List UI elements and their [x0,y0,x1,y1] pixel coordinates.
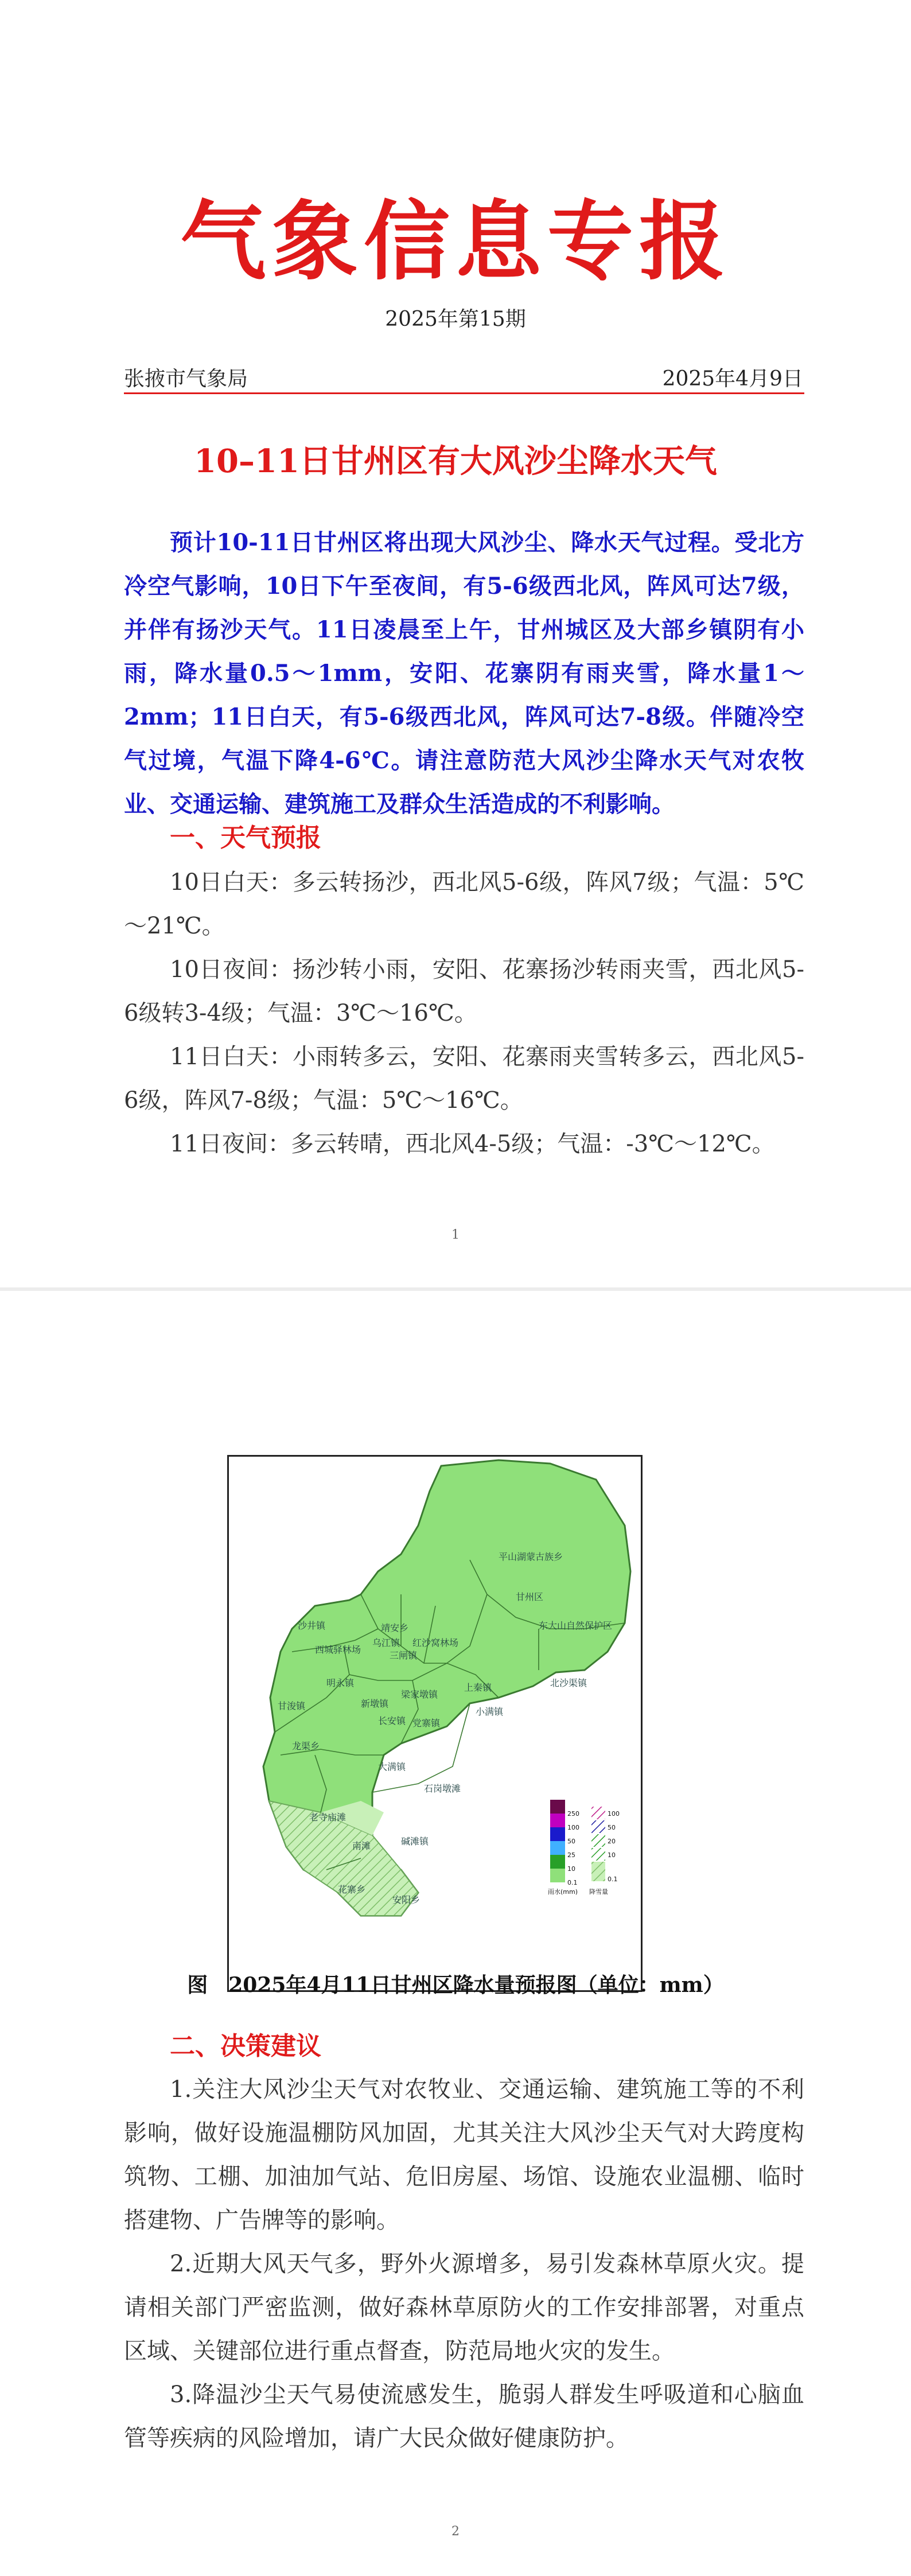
label-shajing: 沙井镇 [298,1620,326,1631]
legend-snow-value: 0.1 [608,1875,618,1883]
legend-rain-label: 雨水(mm) [548,1888,578,1896]
legend-snow-value: 20 [608,1838,616,1845]
label-laoshi: 老寺庙滩 [309,1812,347,1823]
label-pingshanhu: 平山湖蒙古族乡 [499,1551,563,1562]
page-number: 2 [451,2524,460,2539]
legend-rain-value: 50 [567,1838,575,1845]
label-jiaozhu: 碱滩镇 [401,1836,429,1847]
forecast-item: 11日夜间：多云转晴，西北风4-5级；气温：-3℃～12℃。 [170,1131,775,1157]
decision-item: 3.降温沙尘天气易使流感发生，脆弱人群发生呼吸道和心脑血管等疾病的风险增加，请广大民众做好健康防护。 [124,2382,804,2452]
intro-paragraph: 预计10-11日甘州区将出现大风沙尘、降水天气过程。受北方冷空气影响，10日下午至夜间，有5-6级西北风，阵风可达7级，并伴有扬沙天气。11日凌晨至上午，甘州城区及大部乡镇阴有小雨，降水量0.5～1mm，安阳、花寨阴有雨夹雪，降水量1～2mm；11日白天，有5-6级西北风，阵风可达7-8级。伴随冷空气过境，气温下降4-6℃。请注意防范大风沙尘降水天气对农牧业、交通运输、建筑施工及群众生活造成的不利影响。 [124,529,804,818]
label-ganzhou: 甘州区 [516,1591,544,1602]
document-title: 气象信息专报 [180,192,731,292]
label-ganjun: 甘浚镇 [278,1701,306,1711]
label-beibian: 北沙渠镇 [550,1678,587,1688]
issue-date: 2025年4月9日 [662,367,803,391]
label-xinmo: 新墩镇 [361,1698,389,1709]
issuing-agency: 张掖市气象局 [124,367,248,391]
map-svg [229,1457,641,1990]
forecast-item: 11日白天：小雨转多云，安阳、花寨雨夹雪转多云，西北风5-6级，阵风7-8级；气温：5℃～16℃。 [124,1044,804,1114]
label-shangqin: 上秦镇 [464,1682,492,1693]
legend-rain-value: 0.1 [567,1879,578,1886]
forecast-item: 10日白天：多云转扬沙，西北风5-6级，阵风7级；气温：5℃～21℃。 [124,869,804,939]
page-number: 1 [451,1228,460,1242]
legend-snow-value: 50 [608,1824,616,1831]
label-honglahe: 红沙窝林场 [412,1637,459,1648]
label-dongdashan: 东大山自然保护区 [539,1620,613,1631]
map-caption: 图 2025年4月11日甘州区降水量预报图（单位：mm） [187,1973,724,1997]
label-anyang: 安阳乡 [392,1894,421,1905]
label-changan: 长安镇 [378,1715,406,1726]
legend-rain-value: 100 [567,1824,579,1831]
label-dangzhai: 党寨镇 [412,1718,441,1729]
issue-number: 2025年第15期 [385,308,526,331]
label-sanzha: 三闸镇 [390,1650,418,1661]
label-longqu: 龙渠乡 [292,1741,320,1752]
label-daman: 大满镇 [378,1761,406,1772]
legend-rain-value: 250 [567,1810,579,1818]
forecast-heading: 一、天气预报 [170,823,321,853]
legend-snow-value: 100 [608,1810,620,1818]
header-divider [124,392,804,394]
decision-heading: 二、决策建议 [170,2032,321,2061]
label-liangjiadun: 梁家墩镇 [401,1689,438,1700]
precipitation-map [227,1455,643,1992]
legend-rain-value: 10 [567,1865,575,1873]
legend-rain-value: 25 [567,1851,575,1859]
legend-snow [589,1807,620,1896]
label-nanshan: 南滩 [352,1840,371,1851]
label-mingyong: 明永镇 [326,1678,355,1688]
label-shigang: 石岗墩滩 [424,1783,461,1794]
decision-item: 1.关注大风沙尘天气对农牧业、交通运输、建筑施工等的不利影响，做好设施温棚防风加固，尤其关注大风沙尘天气对大跨度构筑物、工棚、加油加气站、危旧房屋、场馆、设施农业温棚、临时搭建物、广告牌等的影响。 [124,2076,804,2233]
legend-snow-label: 降雪量 [589,1888,608,1896]
label-huazhai: 花寨乡 [338,1884,366,1895]
label-jingan: 靖安乡 [381,1622,409,1633]
headline: 10–11日甘州区有大风沙尘降水天气 [194,442,717,480]
decision-item: 2.近期大风天气多，野外火源增多，易引发森林草原火灾。提请相关部门严密监测，做好森林草原防火的工作安排部署，对重点区域、关键部位进行重点督查，防范局地火灾的发生。 [124,2251,804,2364]
label-wujiang: 乌江镇 [372,1637,400,1648]
label-xiaoman: 小满镇 [476,1706,504,1717]
label-xiwan: 西城驿林场 [315,1644,361,1655]
page-break [0,1287,911,1291]
legend-snow-value: 10 [608,1851,616,1859]
forecast-item: 10日夜间：扬沙转小雨，安阳、花寨扬沙转雨夹雪，西北风5-6级转3-4级；气温：3℃～16℃。 [124,956,804,1026]
legend-rain [548,1800,579,1896]
